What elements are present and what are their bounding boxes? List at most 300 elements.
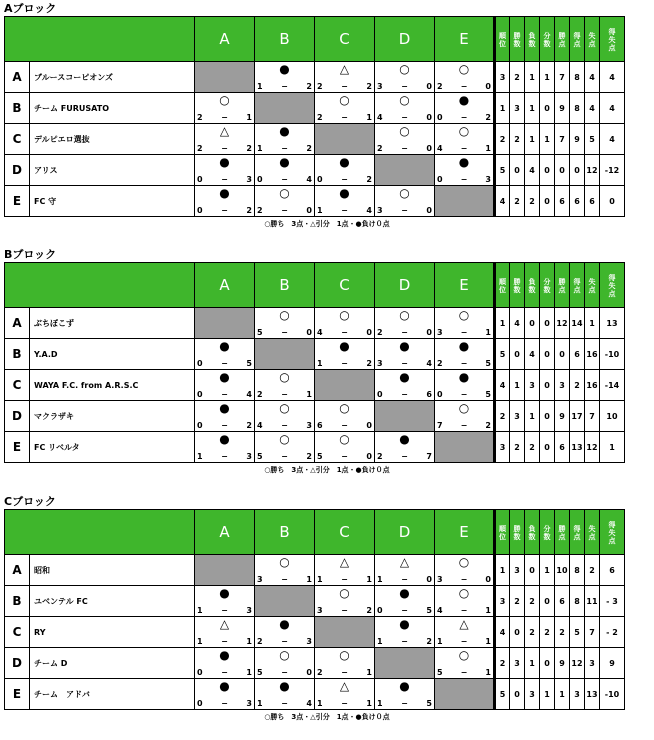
column-header: C bbox=[315, 510, 375, 555]
match-score bbox=[197, 206, 252, 216]
result-symbol: ○ bbox=[399, 62, 410, 76]
column-header: B bbox=[255, 17, 315, 62]
match-score bbox=[197, 175, 252, 185]
match-cell bbox=[315, 93, 375, 124]
score-dash: − bbox=[221, 452, 228, 461]
stat-value: 5 bbox=[570, 617, 585, 648]
header-row bbox=[5, 263, 625, 308]
match-cell bbox=[255, 124, 315, 155]
match-cell bbox=[375, 370, 435, 401]
stat-header bbox=[555, 263, 570, 308]
score-own: 0 bbox=[197, 206, 203, 215]
column-header: A bbox=[195, 510, 255, 555]
match-score bbox=[257, 328, 312, 338]
stat-value: 0 bbox=[540, 586, 555, 617]
stat-value: 12 bbox=[585, 155, 600, 186]
match-score bbox=[197, 452, 252, 462]
match-score bbox=[317, 699, 372, 709]
result-symbol: ● bbox=[279, 155, 290, 169]
score-opp: 5 bbox=[246, 359, 252, 368]
stat-value: 13 bbox=[585, 679, 600, 710]
score-own: 1 bbox=[317, 206, 323, 215]
header-row bbox=[5, 17, 625, 62]
row-letter: E bbox=[5, 432, 30, 463]
score-own: 0 bbox=[197, 390, 203, 399]
score-opp: 1 bbox=[485, 637, 491, 646]
match-cell bbox=[375, 586, 435, 617]
row-letter: A bbox=[5, 555, 30, 586]
result-symbol: △ bbox=[339, 555, 350, 569]
score-own: 4 bbox=[437, 606, 443, 615]
stat-value: 2 bbox=[570, 370, 585, 401]
row-letter: B bbox=[5, 93, 30, 124]
match-score bbox=[437, 113, 491, 123]
match-cell bbox=[195, 401, 255, 432]
match-score bbox=[197, 421, 252, 431]
stat-header bbox=[525, 17, 540, 62]
score-dash: − bbox=[341, 421, 348, 430]
self-cell bbox=[315, 124, 375, 155]
score-own: 5 bbox=[257, 452, 263, 461]
stat-header-char: 順 bbox=[499, 524, 506, 533]
match-cell bbox=[435, 370, 495, 401]
score-own: 2 bbox=[377, 328, 383, 337]
team-row bbox=[5, 339, 625, 370]
score-opp: 0 bbox=[366, 452, 372, 461]
score-own: 2 bbox=[317, 113, 323, 122]
score-own: 4 bbox=[257, 421, 263, 430]
match-cell bbox=[315, 555, 375, 586]
result-symbol: ○ bbox=[219, 93, 230, 107]
stat-value: 2 bbox=[510, 124, 525, 155]
stat-header-char: 数 bbox=[543, 39, 551, 48]
score-dash: − bbox=[460, 113, 468, 122]
column-header: E bbox=[435, 263, 495, 308]
stat-value: 8 bbox=[570, 555, 585, 586]
stat-value: 7 bbox=[585, 401, 600, 432]
match-cell bbox=[195, 679, 255, 710]
stat-header-char: 数 bbox=[528, 285, 536, 294]
stat-header-char: 分 bbox=[543, 31, 551, 40]
stat-header-char: 点 bbox=[573, 285, 581, 294]
score-dash: − bbox=[341, 699, 348, 708]
score-opp: 1 bbox=[366, 575, 372, 584]
stat-value: 5 bbox=[495, 339, 510, 370]
match-cell bbox=[315, 432, 375, 463]
stat-value: 6 bbox=[600, 555, 625, 586]
match-cell bbox=[315, 186, 375, 217]
match-cell bbox=[195, 93, 255, 124]
score-own: 1 bbox=[257, 144, 263, 153]
standings-table bbox=[4, 262, 625, 463]
score-own: 1 bbox=[197, 452, 203, 461]
team-name: デルピエロ選抜 bbox=[30, 124, 195, 155]
stat-value: 6 bbox=[555, 586, 570, 617]
self-cell bbox=[375, 401, 435, 432]
stat-header bbox=[540, 510, 555, 555]
column-header: C bbox=[315, 263, 375, 308]
result-symbol: ○ bbox=[458, 124, 470, 138]
match-cell bbox=[435, 93, 495, 124]
stat-header-char: 負 bbox=[528, 31, 536, 40]
score-opp: 1 bbox=[485, 144, 491, 153]
score-opp: 2 bbox=[366, 175, 372, 184]
stat-header-char: 数 bbox=[528, 39, 536, 48]
result-symbol: △ bbox=[339, 679, 350, 693]
stat-header bbox=[585, 17, 600, 62]
result-symbol: ● bbox=[458, 93, 470, 107]
stat-header-char: 点 bbox=[573, 532, 581, 541]
stat-value: 0 bbox=[540, 93, 555, 124]
score-dash: − bbox=[341, 452, 348, 461]
stat-header-char: 点 bbox=[588, 532, 596, 541]
stat-header-char: 勝 bbox=[513, 31, 521, 40]
stat-value: 10 bbox=[600, 401, 625, 432]
stat-value: 0 bbox=[540, 648, 555, 679]
block-b bbox=[0, 248, 654, 493]
stat-value: 2 bbox=[555, 617, 570, 648]
team-row bbox=[5, 308, 625, 339]
stat-header bbox=[495, 17, 510, 62]
match-score bbox=[257, 668, 312, 678]
score-dash: − bbox=[281, 328, 288, 337]
stat-value: 1 bbox=[540, 124, 555, 155]
stat-value: 4 bbox=[600, 62, 625, 93]
stat-value: 5 bbox=[585, 124, 600, 155]
score-dash: − bbox=[401, 359, 408, 368]
score-dash: − bbox=[401, 637, 408, 646]
stat-value: 9 bbox=[555, 401, 570, 432]
score-opp: 5 bbox=[426, 606, 432, 615]
team-name: マクラザキ bbox=[30, 401, 195, 432]
match-score bbox=[257, 82, 312, 92]
row-letter: E bbox=[5, 186, 30, 217]
header-corner bbox=[5, 17, 195, 62]
score-opp: 0 bbox=[366, 328, 372, 337]
result-symbol: ○ bbox=[458, 648, 470, 662]
match-cell bbox=[315, 679, 375, 710]
match-cell bbox=[375, 432, 435, 463]
match-cell bbox=[255, 186, 315, 217]
result-symbol: ● bbox=[399, 432, 410, 446]
match-cell bbox=[255, 370, 315, 401]
stat-value: 13 bbox=[600, 308, 625, 339]
score-dash: − bbox=[460, 359, 468, 368]
stat-header-char: 負 bbox=[528, 524, 536, 533]
score-own: 1 bbox=[317, 699, 323, 708]
stat-value: 2 bbox=[525, 186, 540, 217]
match-cell bbox=[255, 62, 315, 93]
result-symbol: ● bbox=[219, 339, 230, 353]
column-header: B bbox=[255, 510, 315, 555]
match-cell bbox=[435, 586, 495, 617]
match-cell bbox=[435, 617, 495, 648]
score-dash: − bbox=[341, 113, 348, 122]
match-score bbox=[377, 206, 432, 216]
stat-value: 9 bbox=[555, 93, 570, 124]
match-score bbox=[197, 699, 252, 709]
score-opp: 1 bbox=[306, 390, 312, 399]
match-cell bbox=[435, 401, 495, 432]
result-symbol: ● bbox=[339, 339, 350, 353]
stat-value: 1 bbox=[585, 308, 600, 339]
score-dash: − bbox=[401, 606, 408, 615]
match-score bbox=[257, 175, 312, 185]
result-symbol: ● bbox=[339, 155, 350, 169]
stat-value: 2 bbox=[525, 432, 540, 463]
team-name: FC リベルタ bbox=[30, 432, 195, 463]
score-opp: 1 bbox=[366, 699, 372, 708]
self-cell bbox=[195, 62, 255, 93]
score-dash: − bbox=[281, 668, 288, 677]
result-symbol: ● bbox=[219, 648, 230, 662]
score-own: 1 bbox=[317, 575, 323, 584]
score-opp: 2 bbox=[366, 82, 372, 91]
stat-value: 9 bbox=[555, 648, 570, 679]
score-dash: − bbox=[460, 175, 468, 184]
team-name: ぶちぼこず bbox=[30, 308, 195, 339]
stat-header bbox=[555, 510, 570, 555]
result-symbol: ○ bbox=[458, 308, 470, 322]
score-own: 3 bbox=[377, 359, 383, 368]
stat-value: 11 bbox=[585, 586, 600, 617]
score-dash: − bbox=[281, 699, 288, 708]
score-opp: 3 bbox=[485, 175, 491, 184]
stat-value: 3 bbox=[495, 432, 510, 463]
match-cell bbox=[255, 155, 315, 186]
score-own: 7 bbox=[437, 421, 443, 430]
score-opp: 4 bbox=[246, 390, 252, 399]
match-cell bbox=[375, 679, 435, 710]
stat-value: 0 bbox=[525, 308, 540, 339]
stat-value: 2 bbox=[585, 555, 600, 586]
self-cell bbox=[435, 679, 495, 710]
result-symbol: ● bbox=[219, 679, 230, 693]
score-dash: − bbox=[401, 82, 408, 91]
column-header: C bbox=[315, 17, 375, 62]
score-dash: − bbox=[341, 575, 348, 584]
stat-value: 8 bbox=[570, 62, 585, 93]
stat-header-char: 得 bbox=[608, 273, 616, 282]
score-dash: − bbox=[221, 144, 228, 153]
score-dash: − bbox=[281, 575, 288, 584]
result-symbol: ○ bbox=[339, 401, 350, 415]
stat-value: -10 bbox=[600, 679, 625, 710]
stat-value: 16 bbox=[585, 339, 600, 370]
match-cell bbox=[195, 339, 255, 370]
score-dash: − bbox=[281, 390, 288, 399]
stat-value: 3 bbox=[555, 370, 570, 401]
score-own: 1 bbox=[257, 699, 263, 708]
stat-header bbox=[585, 263, 600, 308]
match-score bbox=[257, 575, 312, 585]
match-cell bbox=[255, 401, 315, 432]
match-score bbox=[317, 206, 372, 216]
stat-value: 3 bbox=[510, 648, 525, 679]
row-letter: B bbox=[5, 339, 30, 370]
score-dash: − bbox=[401, 113, 408, 122]
match-cell bbox=[315, 308, 375, 339]
score-dash: − bbox=[281, 82, 288, 91]
stat-value: 0 bbox=[510, 617, 525, 648]
score-opp: 2 bbox=[306, 452, 312, 461]
score-dash: − bbox=[401, 390, 408, 399]
stat-header-char: 勝 bbox=[558, 277, 566, 286]
score-own: 1 bbox=[197, 606, 203, 615]
result-symbol: ○ bbox=[399, 308, 410, 322]
match-score bbox=[377, 575, 432, 585]
stat-header bbox=[525, 510, 540, 555]
score-own: 0 bbox=[197, 668, 203, 677]
stat-header-char: 順 bbox=[499, 31, 506, 40]
stat-value: 3 bbox=[495, 62, 510, 93]
stat-value: 4 bbox=[585, 93, 600, 124]
stat-header bbox=[510, 17, 525, 62]
stat-value: 2 bbox=[540, 617, 555, 648]
stat-value: 1 bbox=[495, 308, 510, 339]
stat-value: 1 bbox=[495, 555, 510, 586]
self-cell bbox=[375, 155, 435, 186]
stat-value: 6 bbox=[570, 339, 585, 370]
self-cell bbox=[255, 93, 315, 124]
column-header: D bbox=[375, 510, 435, 555]
stat-value: 2 bbox=[510, 586, 525, 617]
stat-value: 0 bbox=[540, 155, 555, 186]
score-opp: 1 bbox=[485, 328, 491, 337]
score-own: 3 bbox=[377, 206, 383, 215]
match-cell bbox=[255, 679, 315, 710]
team-name: チーム アドバ bbox=[30, 679, 195, 710]
match-score bbox=[437, 668, 491, 678]
score-dash: − bbox=[281, 421, 288, 430]
match-score bbox=[317, 668, 372, 678]
stat-value: 16 bbox=[585, 370, 600, 401]
team-name: 昭和 bbox=[30, 555, 195, 586]
score-opp: 1 bbox=[485, 668, 491, 677]
match-score bbox=[377, 359, 432, 369]
stat-header bbox=[525, 263, 540, 308]
stat-value: 9 bbox=[570, 124, 585, 155]
row-letter: D bbox=[5, 401, 30, 432]
score-opp: 1 bbox=[366, 668, 372, 677]
result-symbol: △ bbox=[459, 617, 469, 631]
score-dash: − bbox=[281, 144, 288, 153]
row-letter: D bbox=[5, 648, 30, 679]
score-opp: 2 bbox=[366, 359, 372, 368]
stat-header-char: 数 bbox=[528, 532, 536, 541]
match-score bbox=[437, 82, 491, 92]
match-score bbox=[377, 144, 432, 154]
match-cell bbox=[195, 370, 255, 401]
stat-value: 12 bbox=[585, 432, 600, 463]
score-opp: 0 bbox=[485, 575, 491, 584]
stat-value: 9 bbox=[600, 648, 625, 679]
header-row bbox=[5, 510, 625, 555]
stat-header bbox=[495, 263, 510, 308]
stat-value: 5 bbox=[495, 155, 510, 186]
block-c bbox=[0, 495, 654, 740]
score-dash: − bbox=[221, 113, 228, 122]
match-cell bbox=[195, 648, 255, 679]
stat-value: 7 bbox=[585, 617, 600, 648]
score-opp: 0 bbox=[426, 144, 432, 153]
stat-header bbox=[510, 263, 525, 308]
match-score bbox=[257, 421, 312, 431]
score-dash: − bbox=[221, 421, 228, 430]
stat-header-char: 点 bbox=[558, 39, 566, 48]
score-own: 3 bbox=[437, 575, 443, 584]
stat-header-char: 得 bbox=[573, 524, 581, 533]
score-own: 2 bbox=[437, 82, 443, 91]
stat-value: 6 bbox=[585, 186, 600, 217]
stat-header-char: 数 bbox=[513, 532, 521, 541]
row-letter: A bbox=[5, 308, 30, 339]
stat-header bbox=[570, 263, 585, 308]
score-opp: 2 bbox=[246, 206, 252, 215]
stat-value: 3 bbox=[525, 679, 540, 710]
match-score bbox=[317, 113, 372, 123]
score-opp: 0 bbox=[366, 421, 372, 430]
stat-header bbox=[600, 17, 625, 62]
match-cell bbox=[315, 586, 375, 617]
result-symbol: ● bbox=[279, 679, 290, 693]
stat-header-char: 分 bbox=[543, 277, 551, 286]
stat-header bbox=[510, 510, 525, 555]
match-score bbox=[437, 390, 491, 400]
score-dash: − bbox=[341, 359, 348, 368]
score-own: 3 bbox=[377, 82, 383, 91]
result-symbol: ○ bbox=[458, 62, 470, 76]
stat-value: 3 bbox=[525, 370, 540, 401]
row-letter: A bbox=[5, 62, 30, 93]
match-cell bbox=[255, 555, 315, 586]
team-row bbox=[5, 586, 625, 617]
score-dash: − bbox=[460, 668, 468, 677]
stat-value: 3 bbox=[585, 648, 600, 679]
match-cell bbox=[375, 339, 435, 370]
result-symbol: ○ bbox=[458, 555, 470, 569]
stat-value: 0 bbox=[540, 308, 555, 339]
match-score bbox=[377, 606, 432, 616]
stat-value: 4 bbox=[600, 124, 625, 155]
stat-value: 1 bbox=[555, 679, 570, 710]
match-cell bbox=[255, 432, 315, 463]
score-dash: − bbox=[341, 206, 348, 215]
score-own: 3 bbox=[257, 575, 263, 584]
stat-header-char: 点 bbox=[573, 39, 581, 48]
column-header: A bbox=[195, 17, 255, 62]
result-symbol: △ bbox=[219, 617, 230, 631]
stat-value: 6 bbox=[555, 186, 570, 217]
score-opp: 2 bbox=[306, 144, 312, 153]
stat-header-char: 位 bbox=[499, 39, 506, 48]
stat-header-char: 点 bbox=[558, 285, 566, 294]
stat-value: 2 bbox=[510, 62, 525, 93]
stat-value: 4 bbox=[525, 155, 540, 186]
score-opp: 1 bbox=[246, 637, 252, 646]
match-score bbox=[317, 359, 372, 369]
stat-header-char: 点 bbox=[588, 285, 596, 294]
score-opp: 5 bbox=[485, 390, 491, 399]
stat-header bbox=[540, 263, 555, 308]
score-own: 0 bbox=[437, 113, 443, 122]
match-score bbox=[377, 328, 432, 338]
score-dash: − bbox=[460, 82, 468, 91]
self-cell bbox=[315, 617, 375, 648]
score-opp: 2 bbox=[366, 606, 372, 615]
score-own: 0 bbox=[197, 175, 203, 184]
self-cell bbox=[195, 308, 255, 339]
